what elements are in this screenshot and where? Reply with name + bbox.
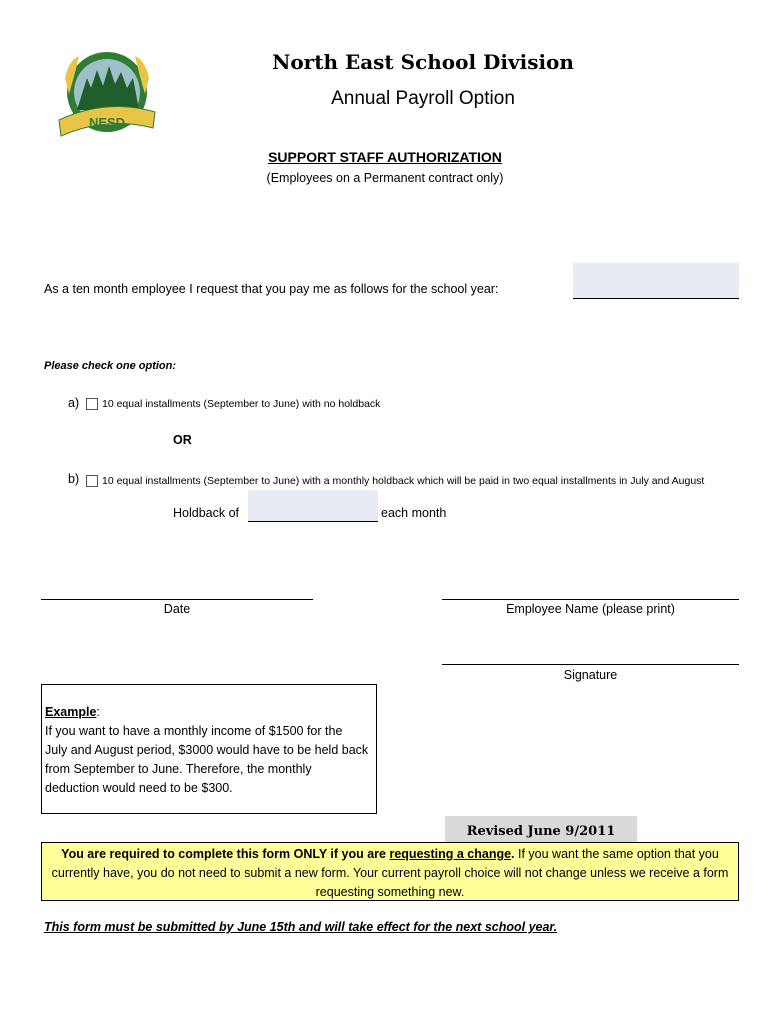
document-title: Annual Payroll Option [331,88,515,109]
notice-emphasis: requesting a change [389,847,512,861]
logo-text: NESD [88,115,126,130]
organization-title: North East School Division [272,50,574,74]
option-a-text: 10 equal installments (September to June) with no holdback [102,398,381,410]
notice-bold: You are required to complete this form ONLY if you are [61,847,386,861]
example-line: July and August period, $3000 would have to be held back [45,743,369,757]
revision-date: Revised June 9/2011 [445,816,637,844]
signature-line[interactable] [442,664,739,665]
school-year-field[interactable] [573,263,739,299]
date-line[interactable] [41,599,313,600]
request-statement: As a ten month employee I request that you pay me as follows for the school year: [44,282,499,296]
signature-label: Signature [563,668,618,682]
notice-box: You are required to complete this form ONLY if you are requesting a change. If you want the same option that you currently have, you do not need to submit a new form. Your current payroll choice will not change unless we receive a form requesting something new. [41,842,739,901]
section-title: SUPPORT STAFF AUTHORIZATION [268,149,502,165]
option-a-letter: a) [68,396,80,410]
option-b-text: 10 equal installments (September to June) with a monthly holdback which will be paid in two equal installments in July and August [102,475,705,487]
holdback-suffix: each month [381,506,447,520]
or-separator: OR [173,433,192,447]
option-a-checkbox[interactable] [86,398,98,410]
example-line: from September to June. Therefore, the monthly [45,762,312,776]
date-label: Date [163,602,191,616]
example-line: If you want to have a monthly income of $1500 for the [45,724,343,738]
example-heading: Example: [45,705,100,719]
employee-name-line[interactable] [442,599,739,600]
example-line: deduction would need to be $300. [45,781,233,795]
check-instruction: Please check one option: [44,360,177,372]
option-b-checkbox[interactable] [86,475,98,487]
notice-rest: If you want the same option that you currently have, you do not need to submit a new form. Your current payroll choice will not change unless we receive a form requesting something new. [51,847,729,899]
example-box [41,684,377,814]
holdback-amount-field[interactable] [248,490,378,522]
option-b-letter: b) [68,472,80,486]
section-subtitle: (Employees on a Permanent contract only) [266,171,504,185]
holdback-label: Holdback of [173,506,240,520]
deadline-note: This form must be submitted by June 15th and will take effect for the next school year. [44,920,558,934]
employee-name-label: Employee Name (please print) [506,602,675,616]
